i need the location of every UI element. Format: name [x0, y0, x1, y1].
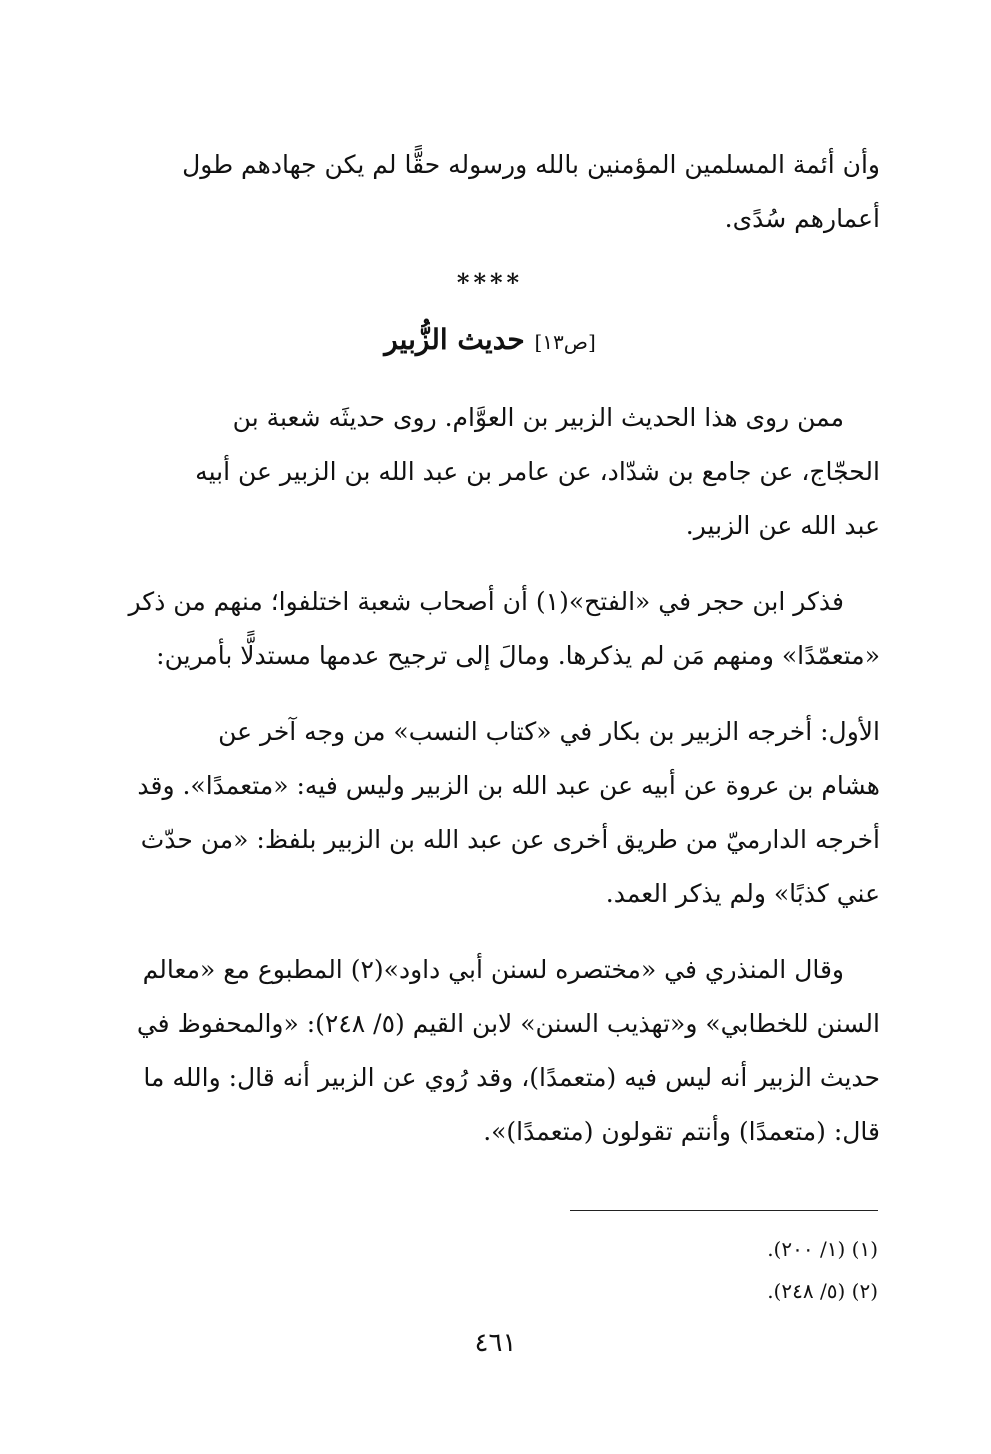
paragraph-1	[100, 391, 880, 553]
text-line: أخرجه الدارميّ من طريق أخرى عن عبد الله بن الزبير بلفظ: «من حدّث	[140, 825, 880, 854]
footnote-2: (٢) (٥/ ٢٤٨).	[767, 1279, 878, 1303]
text-line: وقال المنذري في «مختصره لسنن أبي داود»(٢) المطبوع مع «معالم	[142, 955, 844, 984]
page-reference: [ص١٣]	[534, 330, 596, 354]
text-line: فذكر ابن حجر في «الفتح»(١) أن أصحاب شعبة اختلفوا؛ منهم من ذكر	[128, 587, 844, 616]
section-separator: ****	[456, 268, 524, 297]
intro-paragraph	[100, 138, 880, 246]
text-line: السنن للخطابي» و«تهذيب السنن» لابن القيم (٥/ ٢٤٨): «والمحفوظ في	[136, 1009, 880, 1038]
text-line: الحجّاج، عن جامع بن شدّاد، عن عامر بن عبد الله بن الزبير عن أبيه	[195, 457, 880, 486]
page-number: ٤٦١	[474, 1328, 517, 1358]
text-line: ممن روى هذا الحديث الزبير بن العوَّام. روى حديثَه شعبة بن	[232, 403, 844, 432]
text-line: عني كذبًا» ولم يذكر العمد.	[605, 879, 880, 908]
footnote-divider	[570, 1210, 878, 1211]
text-line: هشام بن عروة عن أبيه عن عبد الله بن الزبير وليس فيه: «متعمدًا». وقد	[137, 771, 880, 800]
text-line: «متعمّدًا» ومنهم مَن لم يذكرها. ومالَ إلى ترجيح عدمها مستدلًّا بأمرين:	[156, 641, 880, 670]
text-line: قال: (متعمدًا) وأنتم تقولون (متعمدًا)».	[483, 1117, 880, 1146]
footnote-1: (١) (١/ ٢٠٠).	[767, 1237, 878, 1261]
footnotes	[767, 1228, 878, 1312]
text-line: حديث الزبير أنه ليس فيه (متعمدًا)، وقد رُوي عن الزبير أنه قال: والله ما	[143, 1063, 880, 1092]
page-body	[100, 138, 880, 1181]
paragraph-2	[100, 575, 880, 683]
text-line: الأول: أخرجه الزبير بن بكار في «كتاب النسب» من وجه آخر عن	[218, 717, 880, 746]
text-line: وأن أئمة المسلمين المؤمنين بالله ورسوله حقًّا لم يكن جهادهم طول	[182, 150, 880, 179]
paragraph-4	[100, 943, 880, 1159]
section-title: حديث الزُّبير	[384, 323, 525, 356]
section-heading	[100, 313, 880, 369]
text-line: أعمارهم سُدًى.	[724, 204, 880, 233]
text-line: عبد الله عن الزبير.	[685, 511, 880, 540]
paragraph-3	[100, 705, 880, 921]
